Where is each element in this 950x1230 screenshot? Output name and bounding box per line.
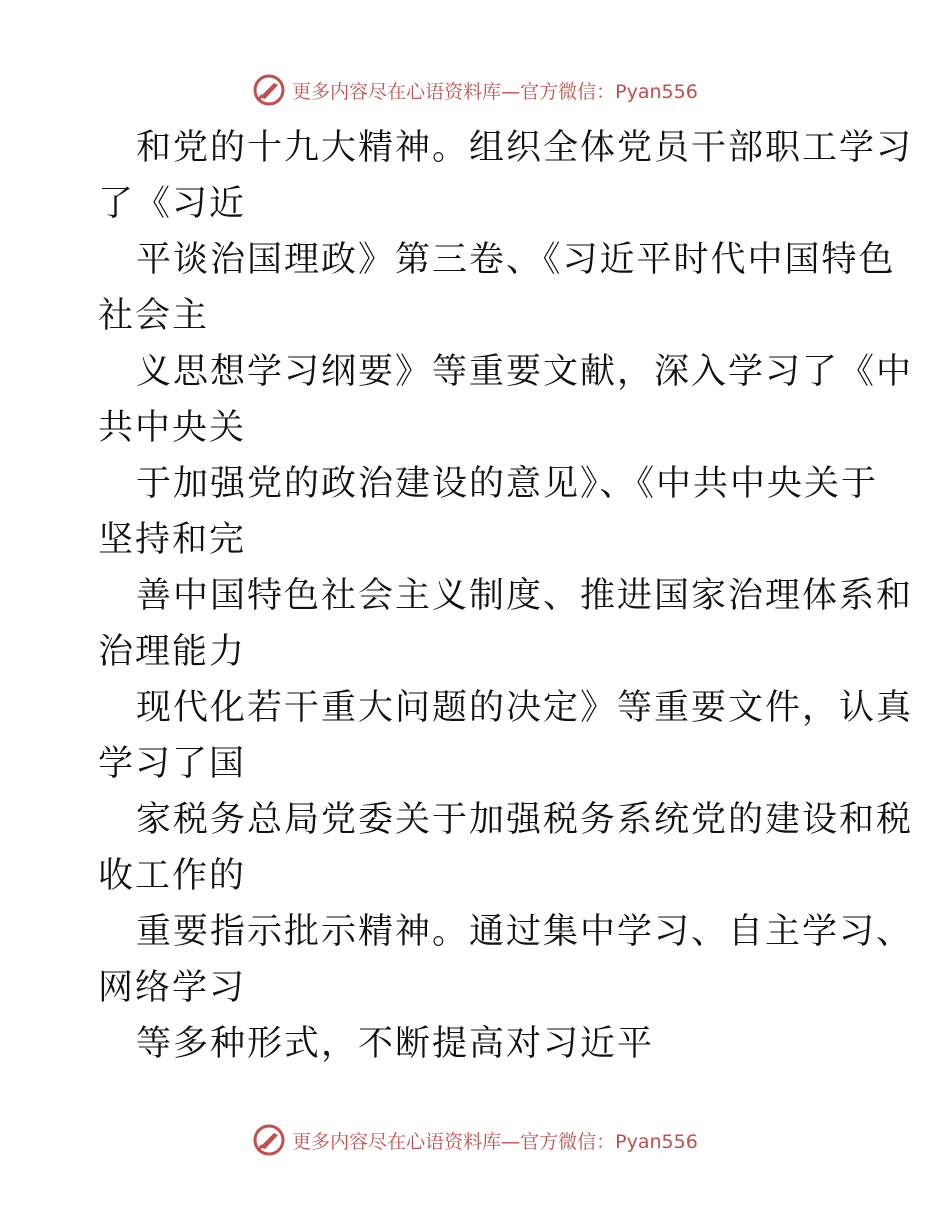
header-watermark	[0, 70, 950, 110]
text-line: 共中央关	[98, 408, 247, 448]
text-line: 于加强党的政治建设的意见》、《中共中央关于	[136, 464, 879, 504]
text-line: 家税务总局党委关于加强税务系统党的建设和税	[136, 800, 914, 840]
text-line: 义思想学习纲要》等重要文献，深入学习了《中	[136, 352, 914, 392]
watermark-text: 更多内容尽在心语资料库—官方微信：Pyan556	[292, 80, 698, 103]
text-line: 收工作的	[98, 856, 247, 896]
text-line: 平谈治国理政》第三卷、《习近平时代中国特色	[136, 240, 896, 280]
text-line: 和党的十九大精神。组织全体党员干部职工学习	[136, 128, 914, 168]
quill-logo-icon	[252, 73, 286, 107]
text-line: 现代化若干重大问题的决定》等重要文件，认真	[136, 688, 914, 728]
text-line: 治理能力	[98, 632, 247, 672]
text-line: 学习了国	[98, 744, 247, 784]
text-line: 了《习近	[98, 184, 247, 224]
document-body	[98, 120, 914, 1072]
text-line: 等多种形式，不断提高对习近平	[136, 1024, 655, 1064]
footer-watermark	[0, 1120, 950, 1160]
quill-logo-icon	[252, 1123, 286, 1157]
text-line: 重要指示批示精神。通过集中学习、自主学习、	[136, 912, 914, 952]
text-line: 善中国特色社会主义制度、推进国家治理体系和	[136, 576, 914, 616]
text-line: 社会主	[98, 296, 210, 336]
watermark-text: 更多内容尽在心语资料库—官方微信：Pyan556	[292, 1130, 698, 1153]
text-line: 网络学习	[98, 968, 247, 1008]
text-line: 坚持和完	[98, 520, 247, 560]
